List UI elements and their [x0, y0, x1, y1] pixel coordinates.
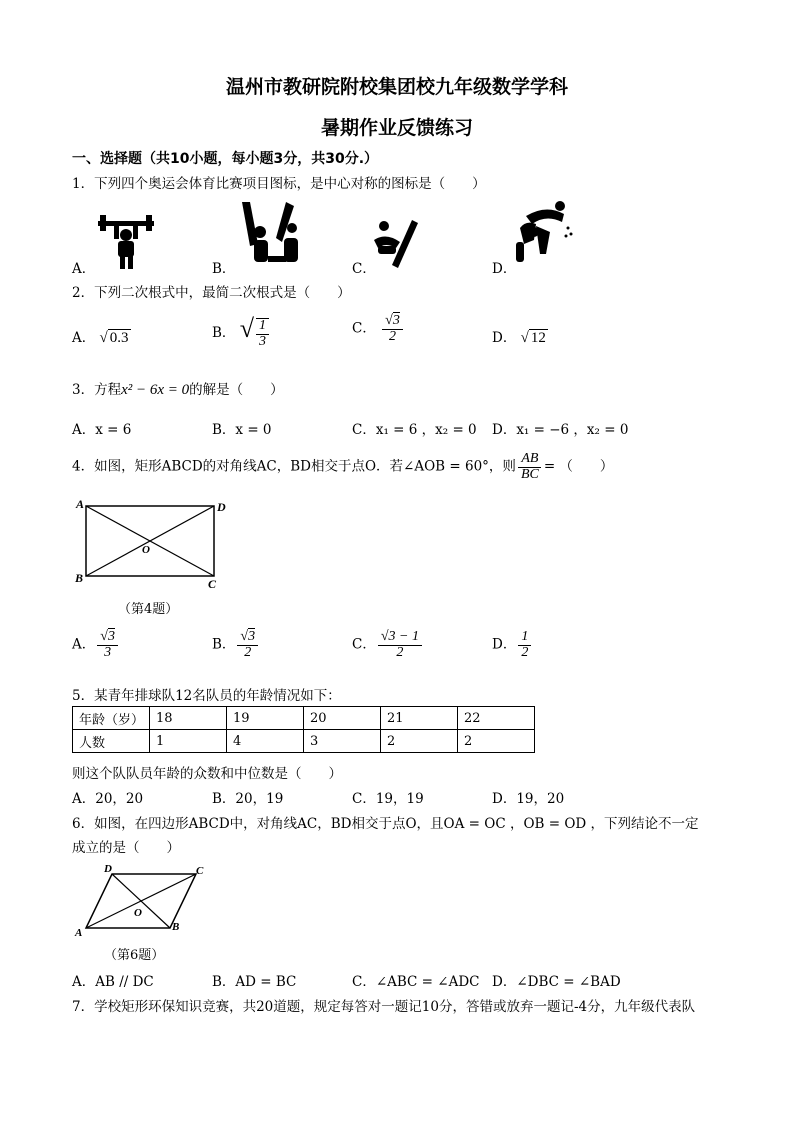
denominator: 2 [388, 328, 396, 344]
weightlifting-icon [96, 205, 156, 271]
fraction: $\frac{√3 - 1}{2}$ [378, 630, 422, 660]
page-subtitle: 暑期作业反馈练习 [320, 117, 473, 139]
vertex-d: D [104, 863, 112, 875]
ratio-fraction [518, 452, 542, 482]
stem-end: = （ ） [543, 458, 614, 475]
q1-option-b: B． [212, 261, 236, 277]
question-6-stem-line2: 成立的是（ ） [72, 840, 180, 856]
denominator: 3 [259, 333, 266, 349]
option-label: C． [352, 320, 376, 337]
page-title: 温州市教研院附校集团校九年级数学学科 [225, 76, 568, 98]
numerator: 1 [256, 319, 269, 335]
table-cell: 2 [381, 730, 458, 753]
table-cell: 19 [227, 707, 304, 730]
table-row [73, 730, 535, 753]
vertex-c: C [208, 577, 217, 590]
question-5-stem: 5．某青年排球队12名队员的年龄情况如下： [72, 688, 341, 704]
option-label: D． [492, 636, 517, 653]
q3-option-a: A．x = 6 [72, 422, 132, 438]
q5-option-a: A．20，20 [72, 791, 144, 807]
vertex-c: C [196, 865, 204, 877]
numerator: AB [518, 452, 541, 468]
table-cell: 21 [381, 707, 458, 730]
q5-option-b: B．20，19 [212, 791, 284, 807]
q3-option-d: D．x₁ = −6 ，x₂ = 0 [492, 422, 629, 438]
q3-option-b: B．x = 0 [212, 422, 272, 438]
table-cell: 4 [227, 730, 304, 753]
q5-option-d: D．19，20 [492, 791, 565, 807]
numerator: 3 [248, 629, 256, 644]
q6-option-a: A．AB // DC [72, 974, 154, 990]
q6-option-b: B．AD = BC [212, 974, 297, 990]
table-cell: 2 [458, 730, 535, 753]
numerator: 1 [518, 630, 531, 646]
stem-prefix: 3．方程 [72, 382, 122, 398]
option-label: D． [492, 330, 517, 346]
q3-option-c: C．x₁ = 6 ，x₂ = 0 [352, 422, 477, 438]
q4-option-a [72, 630, 120, 660]
sqrt-expression: √ 0.3 [99, 330, 129, 346]
vertex-o: O [134, 907, 142, 919]
gymnastics-icon [236, 198, 306, 270]
q5-option-c: C．19，19 [352, 791, 424, 807]
age-table [72, 706, 535, 753]
rowing-icon [372, 218, 422, 272]
table-cell: 年龄（岁） [73, 707, 150, 730]
numerator: 3 − 1 [388, 629, 419, 644]
table-cell: 3 [304, 730, 381, 753]
q2-option-c [352, 314, 405, 344]
q1-option-c: C． [352, 261, 376, 277]
q6-option-c: C．∠ABC = ∠ADC [352, 974, 480, 990]
table-cell: 20 [304, 707, 381, 730]
question-2-stem: 2．下列二次根式中，最简二次根式是（ ） [72, 285, 351, 301]
vertex-b: B [172, 921, 180, 933]
fraction: $\frac{√3}{3}$ [97, 630, 118, 660]
denominator: 2 [396, 644, 404, 660]
parallelogram-diagram [72, 860, 212, 940]
denominator: 2 [244, 644, 252, 660]
numerator: 3 [107, 629, 115, 644]
table-row [73, 707, 535, 730]
fraction: $\frac{√3}{2}$ [237, 630, 258, 660]
question-7-stem: 7．学校矩形环保知识竞赛，共20道题，规定每答对一题记10分，答错或放弃一题记-4分，九年级代表队 [72, 999, 696, 1015]
q2-option-b [212, 314, 271, 349]
denominator: 3 [104, 644, 112, 660]
fraction [256, 318, 269, 349]
q4-option-b [212, 630, 260, 660]
vertex-a: A [75, 927, 83, 939]
equation: x² − 6x = 0 [121, 382, 190, 398]
question-6-stem-line1: 6．如图，在四边形ABCD中，对角线AC，BD相交于点O，且OA = OC ，OB = OD ，下列结论不一定 [72, 816, 699, 832]
judo-icon [512, 198, 576, 268]
numerator: 3 [392, 313, 400, 328]
option-label: C． [352, 636, 376, 653]
table-cell: 人数 [73, 730, 150, 753]
vertex-o: O [142, 544, 150, 556]
vertex-b: B [75, 571, 84, 585]
denominator: BC [520, 466, 539, 482]
stem-suffix: 的解是（ ） [189, 382, 284, 398]
option-label: B． [212, 325, 236, 341]
fraction: $\frac{√3}{2}$ [382, 314, 403, 344]
q1-option-a: A． [72, 261, 96, 277]
figure-4-caption: （第4题） [118, 602, 179, 617]
option-label: A． [72, 330, 96, 346]
q4-option-d [492, 630, 533, 660]
question-5-question: 则这个队队员年龄的众数和中位数是（ ） [72, 766, 342, 782]
table-cell: 18 [150, 707, 227, 730]
q2-option-a [72, 326, 131, 347]
option-label: A． [72, 636, 96, 653]
q2-option-d [492, 326, 548, 347]
table-cell: 1 [150, 730, 227, 753]
question-3-stem [72, 378, 284, 399]
table-cell: 22 [458, 707, 535, 730]
figure-6-caption: （第6题） [104, 948, 165, 963]
fraction [518, 630, 531, 660]
option-label: B． [212, 636, 236, 653]
vertex-a: A [76, 497, 85, 511]
q6-option-d: D．∠DBC = ∠BAD [492, 974, 621, 990]
denominator: 2 [521, 644, 529, 660]
stem-text: 4．如图，矩形ABCD的对角线AC，BD相交于点O．若∠AOB = 60°，则 [72, 458, 516, 475]
question-1-stem: 1．下列四个奥运会体育比赛项目图标，是中心对称的图标是（ ） [72, 176, 486, 192]
rectangle-diagram [72, 496, 232, 590]
section-heading: 一、选择题（共10小题，每小题3分，共30分.） [72, 151, 379, 167]
sqrt-expression: √ 12 [520, 330, 546, 346]
radicand: 12 [530, 330, 546, 346]
question-4-stem [72, 452, 613, 482]
q1-option-d: D． [492, 261, 517, 277]
vertex-d: D [217, 500, 226, 514]
q4-option-c [352, 630, 424, 660]
sqrt-symbol: √ [239, 314, 254, 343]
radicand: 0.3 [109, 330, 129, 346]
